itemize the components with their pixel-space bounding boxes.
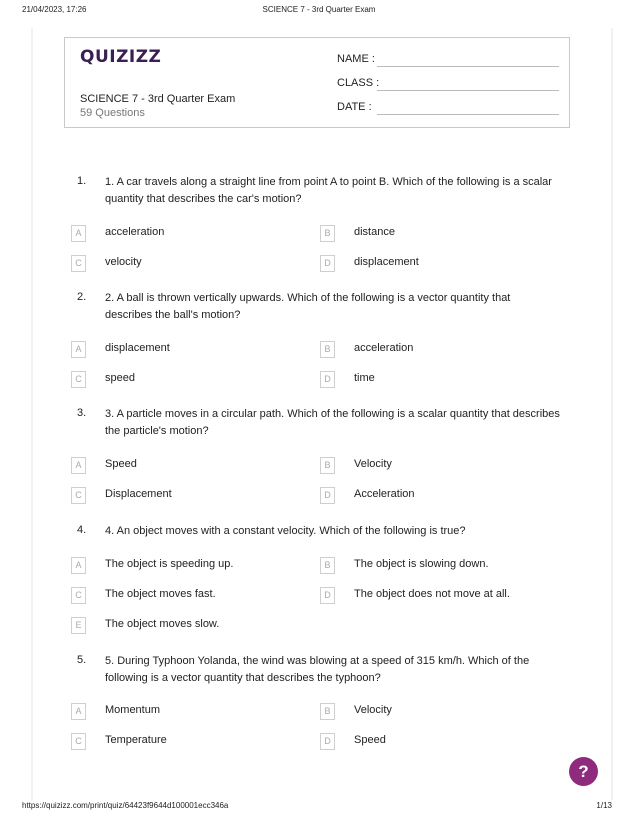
option-text: displacement	[354, 256, 419, 268]
option-text: The object does not move at all.	[354, 588, 510, 600]
option-text: Velocity	[354, 704, 392, 716]
option-letter: C	[71, 587, 86, 604]
option-letter: D	[320, 255, 335, 272]
option-text: Velocity	[354, 458, 392, 470]
option-text: velocity	[105, 256, 142, 268]
option-text: Temperature	[105, 734, 167, 746]
print-datetime: 21/04/2023, 17:26	[22, 5, 87, 14]
question-text: 5. During Typhoon Yolanda, the wind was blowing at a speed of 315 km/h. Which of the following is a vector quantity that describes the typhoon?	[105, 655, 530, 684]
question-number: 2.	[77, 291, 87, 303]
option-text: The object is speeding up.	[105, 558, 234, 570]
option-letter: B	[320, 557, 335, 574]
option-text: displacement	[105, 342, 170, 354]
option-text: Momentum	[105, 704, 161, 716]
option-letter: D	[320, 733, 335, 750]
question-number: 3.	[77, 407, 87, 419]
page-number: 1/13	[596, 801, 612, 810]
option-text: distance	[354, 226, 395, 238]
name-label: NAME :	[337, 53, 375, 65]
question-number: 4.	[77, 524, 87, 536]
name-field	[337, 53, 559, 67]
question-text: 1. A car travels along a straight line from point A to point B. Which of the following is a scalar quantity that describes the car's motion?	[105, 176, 552, 205]
option-letter: A	[71, 341, 86, 358]
name-line	[377, 66, 559, 67]
help-button[interactable]: ?	[569, 757, 598, 786]
option-text: speed	[105, 372, 135, 384]
option-letter: B	[320, 341, 335, 358]
option-letter: C	[71, 255, 86, 272]
question-number: 1.	[77, 175, 87, 187]
option-text: Acceleration	[354, 488, 415, 500]
option-letter: D	[320, 487, 335, 504]
option-letter: A	[71, 557, 86, 574]
option-text: The object moves fast.	[105, 588, 216, 600]
option-text: acceleration	[354, 342, 414, 354]
quizizz-logo: QUIZIZZ	[80, 47, 162, 67]
option-text: acceleration	[105, 226, 165, 238]
option-letter: D	[320, 587, 335, 604]
option-letter: E	[71, 617, 86, 634]
option-letter: A	[71, 703, 86, 720]
date-label: DATE :	[337, 101, 372, 113]
date-line	[377, 114, 559, 115]
option-letter: C	[71, 371, 86, 388]
date-field	[337, 101, 559, 115]
class-line	[377, 90, 559, 91]
question-number: 5.	[77, 654, 87, 666]
option-text: Speed	[354, 734, 386, 746]
option-text: The object moves slow.	[105, 618, 220, 630]
option-letter: B	[320, 703, 335, 720]
option-text: Speed	[105, 458, 137, 470]
print-footer	[0, 801, 638, 815]
page-url: https://quizizz.com/print/quiz/64423f9644d100001ecc346a	[22, 801, 229, 810]
option-letter: B	[320, 457, 335, 474]
option-text: time	[354, 372, 375, 384]
quiz-header	[64, 37, 570, 128]
option-letter: A	[71, 225, 86, 242]
option-text: The object is slowing down.	[354, 558, 489, 570]
question-count: 59 Questions	[80, 107, 145, 119]
question-text: 2. A ball is thrown vertically upwards. Which of the following is a vector quantity that describes the ball's motion?	[105, 292, 511, 321]
option-letter: C	[71, 487, 86, 504]
print-doc-title: SCIENCE 7 - 3rd Quarter Exam	[262, 5, 376, 14]
print-header	[0, 5, 638, 19]
option-letter: C	[71, 733, 86, 750]
class-label: CLASS :	[337, 77, 380, 89]
class-field	[337, 77, 559, 91]
option-letter: A	[71, 457, 86, 474]
option-text: Displacement	[105, 488, 172, 500]
question-text: 4. An object moves with a constant velocity. Which of the following is true?	[105, 525, 466, 537]
question-text: 3. A particle moves in a circular path. Which of the following is a scalar quantity that describes the particle's motion?	[105, 408, 560, 437]
option-letter: B	[320, 225, 335, 242]
quiz-title: SCIENCE 7 - 3rd Quarter Exam	[80, 93, 236, 105]
option-letter: D	[320, 371, 335, 388]
